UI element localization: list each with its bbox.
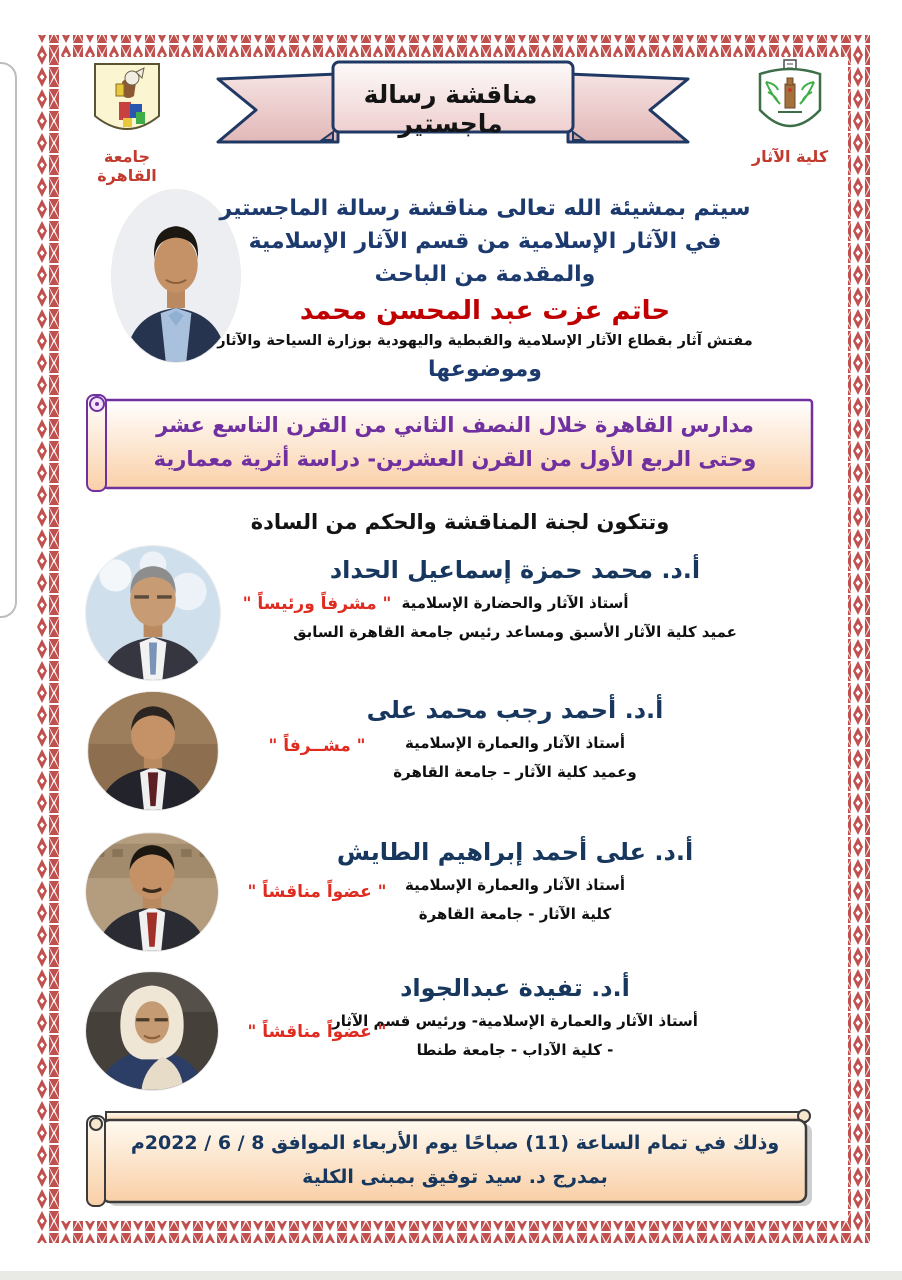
member-photo-2 [88,692,218,810]
member-block-4 [285,974,745,1059]
topic-label: وموضوعها [428,357,542,382]
intro-line-2: في الآثار الإسلامية من قسم الآثار الإسلامية [248,229,722,254]
cairo-university-shield-icon [92,62,162,144]
member-block-3 [285,838,745,923]
faculty-archaeology-shield-icon [752,58,828,146]
member-line2-4: - كلية الآداب - جامعة طنطا [416,1041,614,1059]
member-photo-3 [86,833,218,951]
member-line1-3: أستاذ الآثار والعمارة الإسلامية [405,876,625,894]
committee-heading: وتتكون لجنة المناقشة والحكم من السادة [250,510,670,534]
member-line2-3: كلية الآثار - جامعة القاهرة [418,905,612,923]
member-role-2: " مشــرفاً " [268,736,366,756]
scan-edge-strip [0,1271,902,1280]
banner-title: مناقشة رسالة ماجستير [363,80,538,138]
member-line1-2: أستاذ الآثار والعمارة الإسلامية [405,734,625,752]
member-role-1: " مشرفاً ورئيساً " [242,594,392,614]
member-role-4: " عضواً مناقشاً " [247,1022,387,1042]
schedule-block [110,1126,800,1194]
schedule-line-1: وذلك في تمام الساعة (11) صباحًا يوم الأربعاء الموافق 8 / 6 / 2022م [130,1132,780,1154]
member-line2-1: عميد كلية الآثار الأسبق ومساعد رئيس جامعة القاهرة السابق [293,623,737,641]
intro-line-1: سيتم بمشيئة الله تعالى مناقشة رسالة الماجستير [219,196,751,221]
faculty-label: كلية الآثار [751,147,829,166]
researcher-title: مفتش آثار بقطاع الآثار الإسلامية والقبطية واليهودية بوزارة السياحة والآثار [217,333,753,349]
member-line1-1: أستاذ الآثار والحضارة الإسلامية [401,594,629,612]
researcher-name: حاتم عزت عبد المحسن محمد [299,296,671,326]
intro-block [205,192,765,385]
thesis-title [110,408,800,476]
member-name-4: أ.د. تفيدة عبدالجواد [400,974,630,1002]
member-line2-2: وعميد كلية الآثار – جامعة القاهرة [393,763,637,781]
university-label: جامعة القاهرة [97,147,157,185]
schedule-line-2: بمدرج د. سيد توفيق بمبنى الكلية [302,1166,608,1188]
member-name-3: أ.د. على أحمد إبراهيم الطايش [336,838,694,866]
thesis-title-line-1: مدارس القاهرة خلال النصف الثاني من القرن التاسع عشر [156,413,754,437]
member-role-3: " عضواً مناقشاً " [247,882,387,902]
thesis-title-line-2: وحتى الربع الأول من القرن العشرين- دراسة أثرية معمارية [153,447,757,471]
member-name-1: أ.د. محمد حمزة إسماعيل الحداد [329,556,701,584]
member-name-2: أ.د. أحمد رجب محمد على [366,696,664,724]
intro-line-3: والمقدمة من الباحث [374,262,596,287]
member-photo-1 [86,546,220,680]
member-line1-4: أستاذ الآثار والعمارة الإسلامية- ورئيس قسم الآثار [332,1012,698,1030]
member-photo-4 [86,972,218,1090]
